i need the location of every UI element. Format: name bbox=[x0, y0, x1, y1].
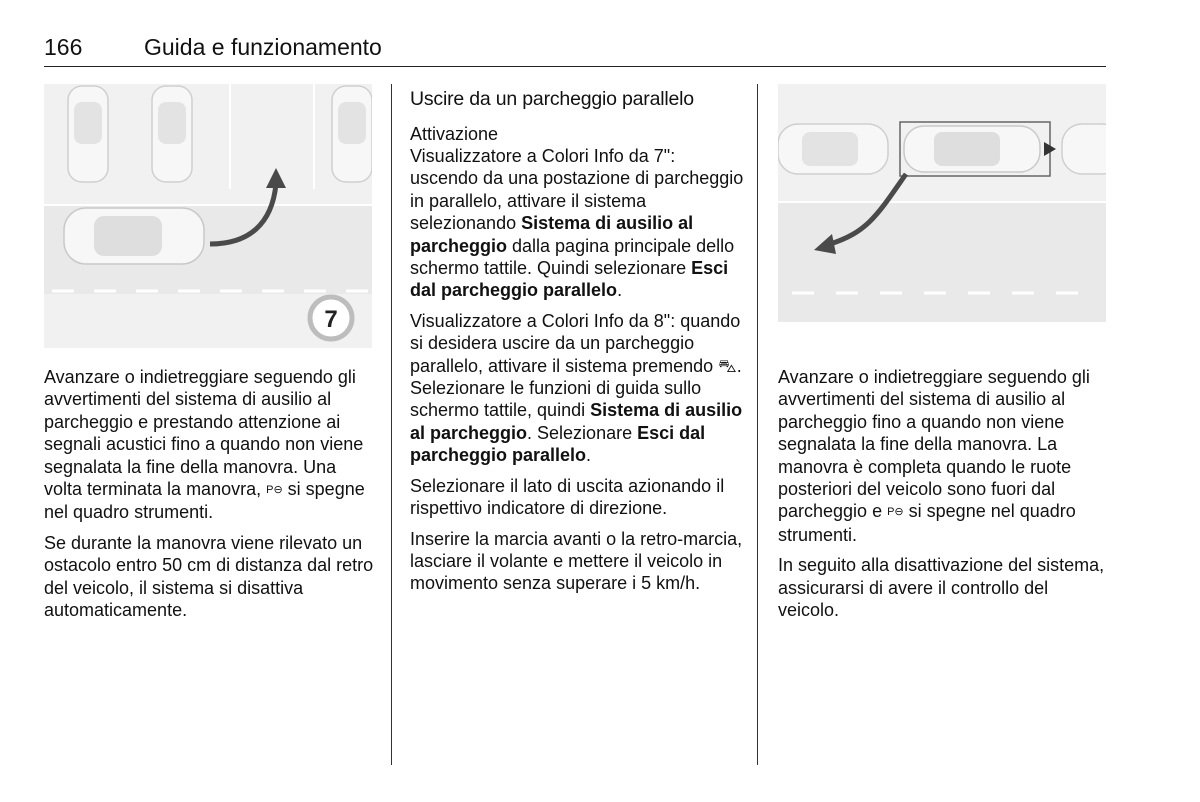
column-left bbox=[44, 366, 376, 629]
subheading: Attivazione bbox=[410, 124, 499, 144]
column-right bbox=[778, 366, 1108, 629]
paragraph bbox=[410, 310, 744, 467]
bold-term: Esci dal parcheggio parallelo bbox=[410, 422, 706, 466]
text-run: . bbox=[617, 280, 623, 301]
text-run: . bbox=[586, 445, 592, 466]
bold-term: Sistema di ausilio al parcheggio bbox=[410, 400, 743, 443]
parking-assist-icon: P⊖ bbox=[887, 506, 904, 519]
page-header bbox=[44, 34, 1106, 67]
parking-illustration-left bbox=[44, 84, 372, 348]
paragraph bbox=[410, 145, 744, 302]
paragraph: Inserire la marcia avanti o la retro-marcia, lasciare il volante e mettere il veicolo in movimento senza superare i 5 km/h. bbox=[410, 528, 743, 594]
text-run: Visualizzatore a Colori Info da 8": quando si desidera uscire da un parcheggio parallelo, attivare il sistema premendo bbox=[410, 310, 741, 376]
paragraph: In seguito alla disattivazione del sistema, assicurarsi di avere il controllo del veicolo. bbox=[778, 555, 1105, 621]
bold-term: Esci dal parcheggio parallelo bbox=[410, 258, 729, 301]
figure-badge: 7 bbox=[324, 306, 338, 333]
text-run: Avanzare o indietreggiare seguendo gli avvertimenti del sistema di ausilio al parcheggio e prestando attenzione ai segnali acustici fino a quando non viene segnalata la fine della manovra. Una volta terminata la manovra, bbox=[44, 367, 364, 500]
text-run: Avanzare o indietreggiare seguendo gli avvertimenti del sistema di ausilio al parcheggio fino a quando non viene segnalata la fine della manovra. La manovra è completa quando le ruote posteriori del veicolo sono fuori dal parcheggio e bbox=[778, 367, 1090, 522]
text-run: si spegne nel quadro strumenti. bbox=[44, 479, 365, 523]
vehicle-icon: ⛍ bbox=[718, 355, 737, 376]
section-heading: Uscire da un parcheggio parallelo bbox=[410, 88, 694, 110]
text-run: dalla pagina principale dello schermo tattile. Quindi selezionare bbox=[410, 235, 735, 279]
text-run: Visualizzatore a Colori Info da 7": uscendo da una postazione di parcheggio in parallelo, attivare il sistema selezionando bbox=[410, 146, 744, 234]
column-middle bbox=[410, 87, 744, 603]
parking-illustration-right bbox=[778, 84, 1106, 322]
section-title: Guida e funzionamento bbox=[144, 34, 382, 60]
text-run: . Selezionare bbox=[527, 422, 638, 443]
paragraph: Se durante la manovra viene rilevato un ostacolo entro 50 cm di distanza dal retro del veicolo, il sistema si disattiva automaticamente. bbox=[44, 532, 374, 621]
paragraph bbox=[778, 366, 1108, 546]
paragraph: Selezionare il lato di uscita azionando il rispettivo indicatore di direzione. bbox=[410, 475, 725, 519]
column-divider-right bbox=[757, 84, 758, 765]
paragraph bbox=[44, 366, 376, 524]
parking-assist-icon: P⊖ bbox=[266, 484, 283, 497]
text-run: si spegne nel quadro strumenti. bbox=[778, 501, 1076, 545]
text-run: . Selezionare le funzioni di guida sullo schermo tattile, quindi bbox=[410, 355, 742, 421]
page-number: 166 bbox=[44, 34, 83, 60]
column-divider-left bbox=[391, 84, 392, 765]
bold-term: Sistema di ausilio al parcheggio bbox=[410, 213, 694, 256]
